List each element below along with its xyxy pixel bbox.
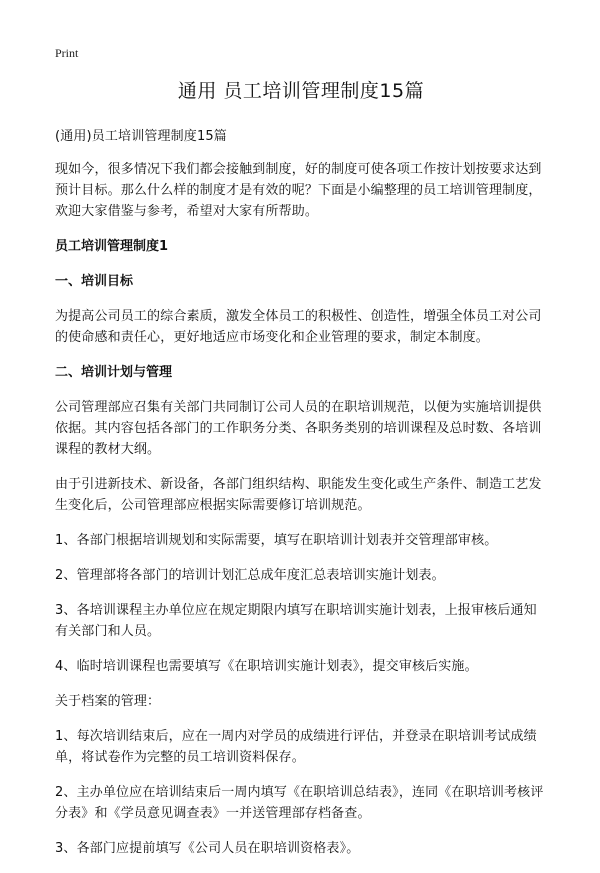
document-title: 通用 员工培训管理制度15篇 (177, 80, 425, 102)
plan-item-4: 4、临时培训课程也需要填写《在职培训实施计划表》，提交审核后实施。 (55, 659, 478, 674)
plan-item-2: 2、管理部将各部门的培训计划汇总成年度汇总表培训实施计划表。 (55, 568, 445, 583)
section-title: 员工培训管理制度1 (55, 239, 169, 254)
archive-item-3: 3、各部门应提前填写《公司人员在职培训资格表》。 (55, 841, 360, 856)
plan-item-3: 3、各培训课程主办单位应在规定期限内填写在职培训实施计划表，上报审核后通知有关部门和人员。 (55, 603, 537, 639)
heading-training-plan: 二、培训计划与管理 (55, 365, 173, 380)
archive-item-1: 1、每次培训结束后，应在一周内对学员的成绩进行评估，并登录在职培训考试成绩单，将试卷作为完整的员工培训资料保存。 (55, 729, 537, 765)
document-subtitle: (通用)员工培训管理制度15篇 (55, 129, 227, 144)
training-goals-paragraph: 为提高公司员工的综合素质，激发全体员工的积极性、创造性，增强全体员工对公司的使命感和责任心，更好地适应市场变化和企业管理的要求，制定本制度。 (55, 309, 542, 345)
archive-item-2: 2、主办单位应在培训结束后一周内填写《在职培训总结表》，连同《在职培训考核评分表》和《学员意见调查表》一并送管理部存档备查。 (55, 785, 544, 821)
archive-label: 关于档案的管理： (55, 694, 161, 709)
training-plan-paragraph-2: 由于引进新技术、新设备，各部门组织结构、职能发生变化或生产条件、制造工艺发生变化后，公司管理部应根据实际需要修订培训规范。 (55, 477, 542, 513)
training-plan-paragraph-1: 公司管理部应召集有关部门共同制订公司人员的在职培训规范，以便为实施培训提供依据。其内容包括各部门的工作职务分类、各职务类别的培训课程及总时数、各培训课程的教材大纲。 (55, 400, 542, 457)
print-link[interactable]: Print (55, 46, 79, 60)
heading-training-goals: 一、培训目标 (55, 274, 134, 289)
plan-item-1: 1、各部门根据培训规划和实际需要，填写在职培训计划表并交管理部审核。 (55, 533, 498, 548)
document-body (55, 78, 547, 873)
intro-paragraph: 现如今，很多情况下我们都会接触到制度，好的制度可使各项工作按计划按要求达到预计目标。那么什么样的制度才是有效的呢？下面是小编整理的员工培训管理制度，欢迎大家借鉴与参考，希望对大家有所帮助。 (55, 162, 542, 219)
